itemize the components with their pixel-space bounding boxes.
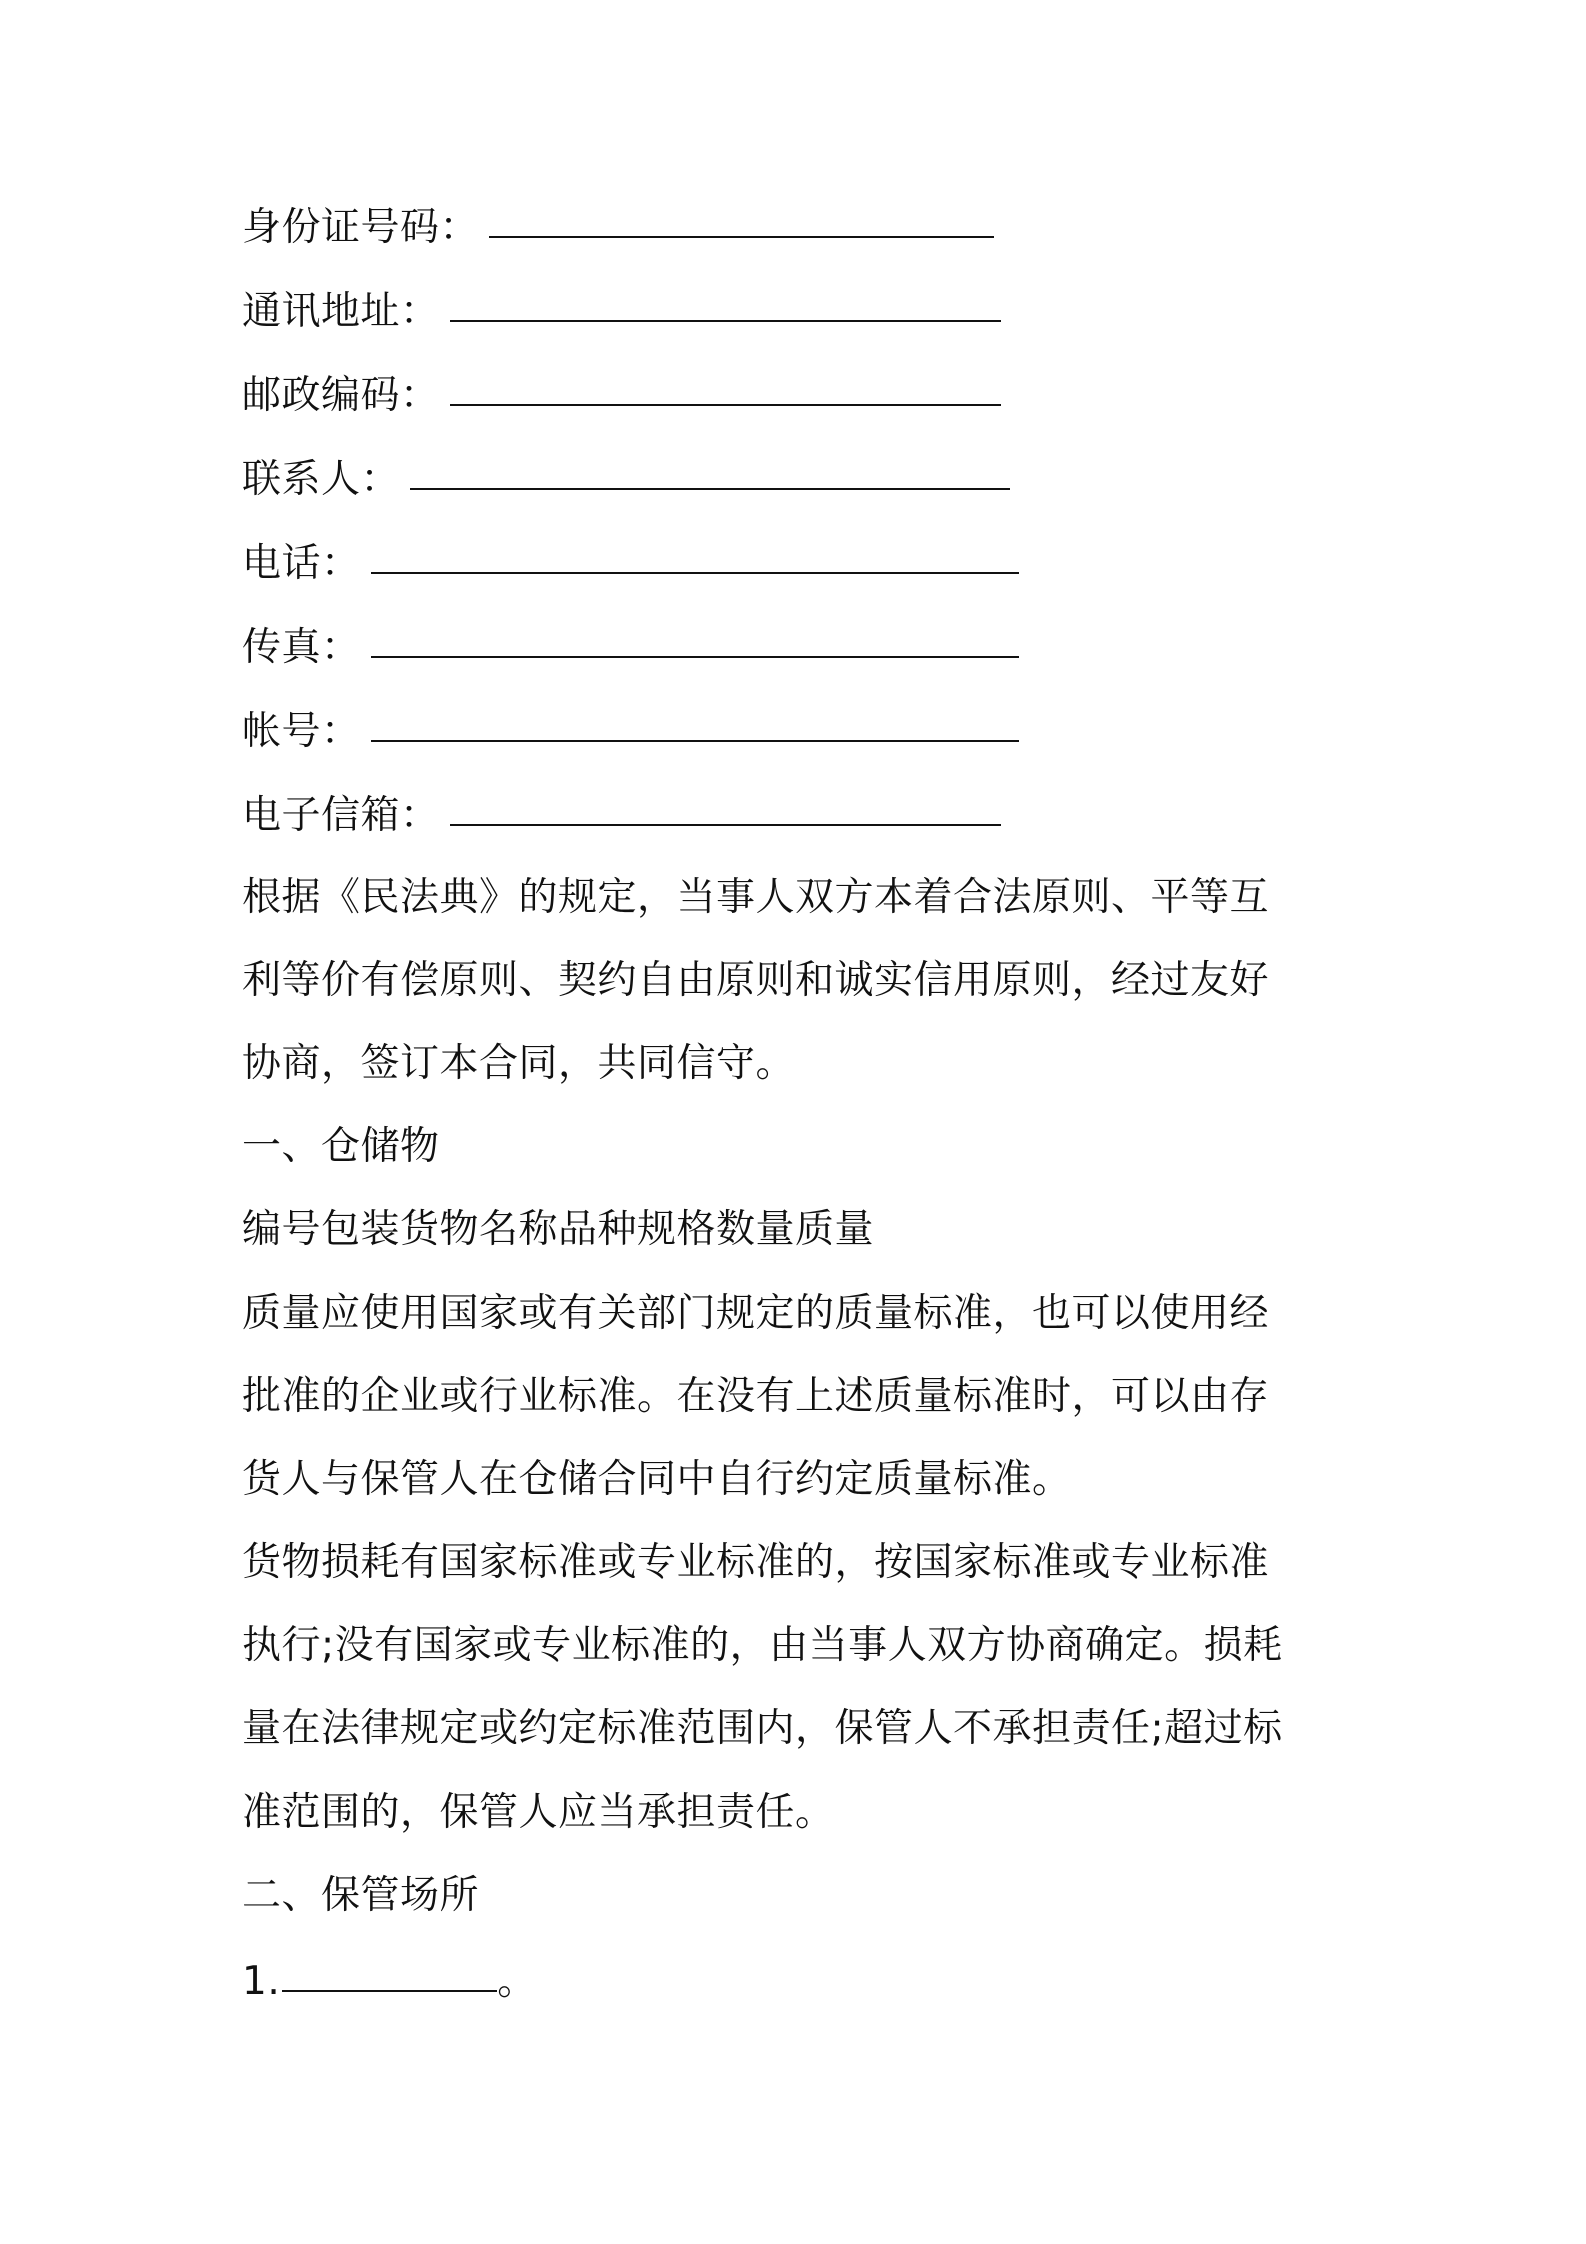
fill-in-blank	[282, 1990, 497, 1992]
fax-field	[242, 622, 1019, 674]
field-label: 通讯地址：	[242, 289, 440, 334]
intro-paragraph-line: 利等价有偿原则、契约自由原则和诚实信用原则，经过友好	[242, 958, 1270, 1003]
mailing-address-field	[242, 286, 1001, 338]
phone-field	[242, 538, 1019, 590]
quality-paragraph-line: 批准的企业或行业标准。在没有上述质量标准时，可以由存	[242, 1374, 1270, 1419]
storage-location-item-1	[242, 1956, 537, 2008]
quality-paragraph-line: 货人与保管人在仓储合同中自行约定质量标准。	[242, 1457, 1072, 1502]
section-heading: 一、仓储物	[242, 1124, 440, 1169]
fill-in-blank	[410, 488, 1010, 490]
field-label: 帐号：	[242, 709, 361, 754]
fill-in-blank	[450, 320, 1001, 322]
loss-paragraph-line: 准范围的，保管人应当承担责任。	[242, 1790, 835, 1835]
loss-paragraph-line: 货物损耗有国家标准或专业标准的，按国家标准或专业标准	[242, 1540, 1270, 1585]
fill-in-blank	[489, 236, 994, 238]
fill-in-blank	[371, 740, 1019, 742]
quality-paragraph-line: 质量应使用国家或有关部门规定的质量标准，也可以使用经	[242, 1291, 1270, 1336]
field-label: 电话：	[242, 541, 361, 586]
account-number-field	[242, 706, 1019, 758]
id-number-field	[242, 202, 994, 254]
fill-in-blank	[450, 824, 1001, 826]
goods-table-header: 编号包装货物名称品种规格数量质量	[242, 1207, 875, 1252]
postal-code-field	[242, 370, 1001, 422]
loss-paragraph-line: 量在法律规定或约定标准范围内，保管人不承担责任;超过标	[242, 1706, 1283, 1751]
field-label: 邮政编码：	[242, 373, 440, 418]
field-label: 传真：	[242, 625, 361, 670]
contact-person-field	[242, 454, 1010, 506]
field-label: 身份证号码：	[242, 205, 480, 250]
fill-in-blank	[450, 404, 1001, 406]
fill-in-blank	[371, 656, 1019, 658]
loss-paragraph-line: 执行;没有国家或专业标准的，由当事人双方协商确定。损耗	[242, 1623, 1283, 1668]
fill-in-blank	[371, 572, 1019, 574]
intro-paragraph-line: 根据《民法典》的规定，当事人双方本着合法原则、平等互	[242, 875, 1270, 920]
field-label: 电子信箱：	[242, 793, 440, 838]
section-heading: 二、保管场所	[242, 1873, 480, 1918]
intro-paragraph-line: 协商，签订本合同，共同信守。	[242, 1041, 796, 1086]
item-number: 1.	[242, 1959, 281, 2004]
email-field	[242, 790, 1001, 842]
item-end-mark: 。	[497, 1959, 537, 2004]
field-label: 联系人：	[242, 457, 401, 502]
